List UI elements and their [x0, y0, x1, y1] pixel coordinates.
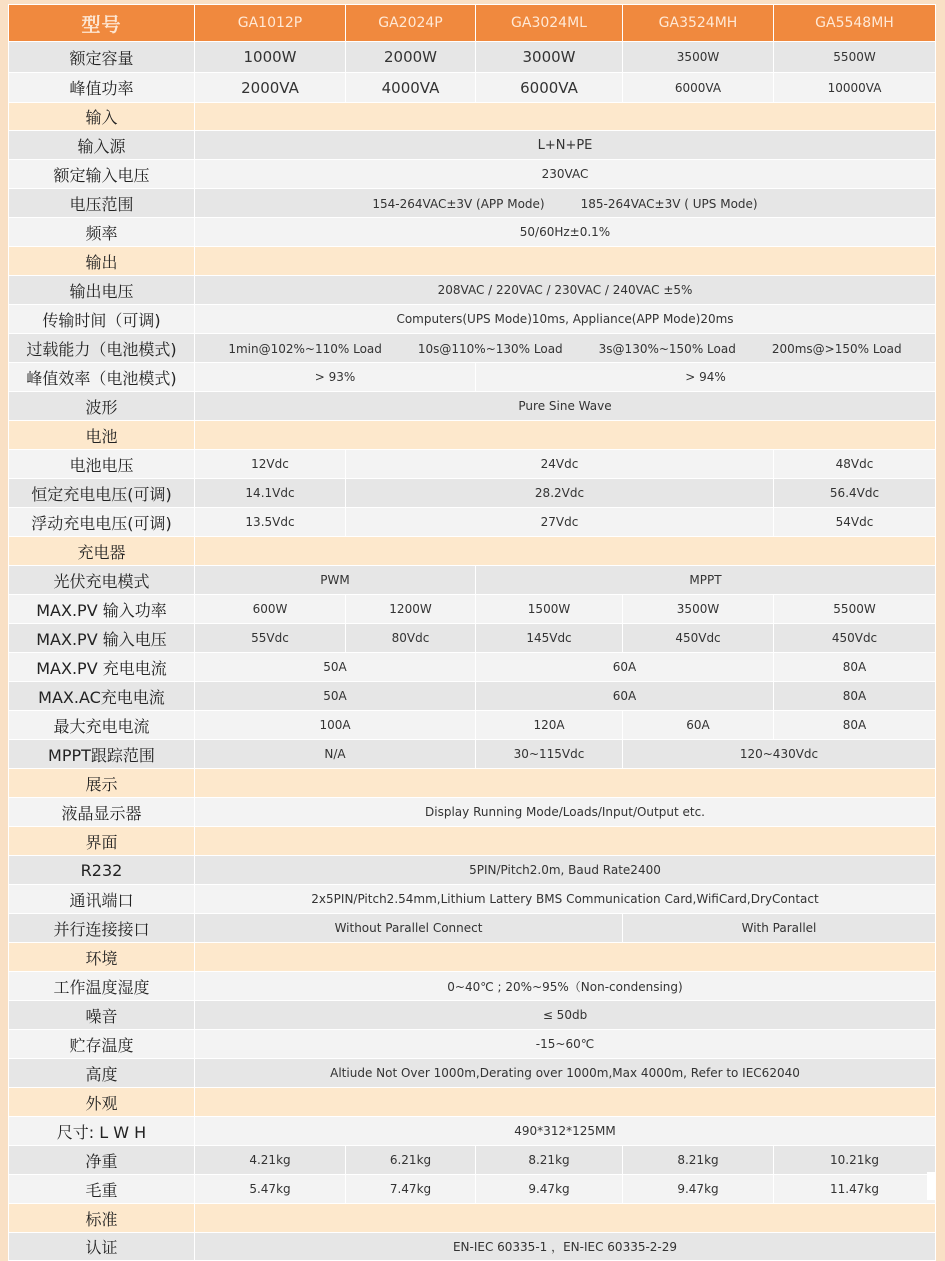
spec-label: 并行连接接口 [9, 914, 195, 943]
spec-value: N/A [195, 740, 476, 769]
spec-value: 4000VA [346, 73, 476, 103]
section-label: 环境 [9, 943, 195, 972]
spec-row [9, 1146, 936, 1175]
spec-table [8, 4, 936, 1261]
section-row [9, 827, 936, 856]
spec-value: 6000VA [623, 73, 774, 103]
spec-value: 5PIN/Pitch2.0m, Baud Rate2400 [195, 856, 936, 885]
spec-label: 浮动充电电压(可调) [9, 508, 195, 537]
spec-row [9, 798, 936, 827]
spec-row [9, 334, 936, 363]
spec-label: 传输时间（可调) [9, 305, 195, 334]
spec-value: -15~60℃ [195, 1030, 936, 1059]
spec-value: 3000W [476, 42, 623, 73]
section-fill [195, 769, 936, 798]
spec-value: 60A [623, 711, 774, 740]
spec-value: 80Vdc [346, 624, 476, 653]
spec-label: 峰值功率 [9, 73, 195, 103]
spec-value: 10.21kg [774, 1146, 936, 1175]
spec-value: 50A [195, 653, 476, 682]
spec-value: 24Vdc [346, 450, 774, 479]
spec-label: 液晶显示器 [9, 798, 195, 827]
spec-label: 毛重 [9, 1175, 195, 1204]
spec-row [9, 740, 936, 769]
spec-label: 输出电压 [9, 276, 195, 305]
spec-row [9, 160, 936, 189]
section-fill [195, 247, 936, 276]
spec-row [9, 856, 936, 885]
section-fill [195, 421, 936, 450]
model-name: GA5548MH [774, 5, 936, 42]
spec-value: 5500W [774, 42, 936, 73]
spec-row [9, 682, 936, 711]
spec-row [9, 1001, 936, 1030]
section-row [9, 943, 936, 972]
spec-row [9, 1059, 936, 1088]
right-edge-strip [927, 1172, 935, 1200]
spec-value: > 94% [476, 363, 936, 392]
model-name: GA1012P [195, 5, 346, 42]
spec-value: 490*312*125MM [195, 1117, 936, 1146]
section-row [9, 421, 936, 450]
spec-value: 208VAC / 220VAC / 230VAC / 240VAC ±5% [195, 276, 936, 305]
spec-label: 额定输入电压 [9, 160, 195, 189]
spec-row [9, 914, 936, 943]
spec-value: 80A [774, 711, 936, 740]
spec-label: 最大充电电流 [9, 711, 195, 740]
spec-row [9, 508, 936, 537]
spec-label: 噪音 [9, 1001, 195, 1030]
spec-value: Computers(UPS Mode)10ms, Appliance(APP Mode)20ms [195, 305, 936, 334]
spec-label: 波形 [9, 392, 195, 421]
section-fill [195, 537, 936, 566]
spec-label: 高度 [9, 1059, 195, 1088]
spec-row [9, 711, 936, 740]
spec-row [9, 624, 936, 653]
spec-row [9, 218, 936, 247]
spec-label: 电池电压 [9, 450, 195, 479]
spec-value: 56.4Vdc [774, 479, 936, 508]
spec-label: 光伏充电模式 [9, 566, 195, 595]
spec-value: 80A [774, 682, 936, 711]
spec-value: 30~115Vdc [476, 740, 623, 769]
section-label: 界面 [9, 827, 195, 856]
section-label: 输出 [9, 247, 195, 276]
model-name: GA3024ML [476, 5, 623, 42]
spec-value: 1min@102%~110% Load 10s@110%~130% Load 3s@130%~150% Load 200ms@>150% Load [195, 334, 936, 363]
spec-value: 120A [476, 711, 623, 740]
spec-value: With Parallel [623, 914, 936, 943]
spec-value: 230VAC [195, 160, 936, 189]
spec-value: 55Vdc [195, 624, 346, 653]
section-label: 标准 [9, 1204, 195, 1233]
spec-value: 48Vdc [774, 450, 936, 479]
spec-value: MPPT [476, 566, 936, 595]
spec-value: 10000VA [774, 73, 936, 103]
spec-value: 145Vdc [476, 624, 623, 653]
spec-label: 工作温度湿度 [9, 972, 195, 1001]
spec-label: 额定容量 [9, 42, 195, 73]
spec-value: 3500W [623, 42, 774, 73]
spec-value: 154-264VAC±3V (APP Mode) 185-264VAC±3V ( UPS Mode) [195, 189, 936, 218]
spec-row [9, 1233, 936, 1261]
spec-value: Pure Sine Wave [195, 392, 936, 421]
spec-table-body [9, 5, 936, 1261]
spec-value: 1000W [195, 42, 346, 73]
spec-row [9, 189, 936, 218]
section-row [9, 1088, 936, 1117]
spec-label: MAX.AC充电电流 [9, 682, 195, 711]
spec-row [9, 885, 936, 914]
spec-row [9, 392, 936, 421]
section-label: 输入 [9, 103, 195, 131]
spec-row [9, 131, 936, 160]
spec-label: 输入源 [9, 131, 195, 160]
spec-label: MAX.PV 充电电流 [9, 653, 195, 682]
spec-label: R232 [9, 856, 195, 885]
spec-value: EN-IEC 60335-1 ，EN-IEC 60335-2-29 [195, 1233, 936, 1261]
spec-value: 120~430Vdc [623, 740, 936, 769]
spec-label: 通讯端口 [9, 885, 195, 914]
spec-value: 60A [476, 653, 774, 682]
section-fill [195, 943, 936, 972]
spec-value: ≤ 50db [195, 1001, 936, 1030]
spec-label: MPPT跟踪范围 [9, 740, 195, 769]
spec-row [9, 972, 936, 1001]
section-label: 充电器 [9, 537, 195, 566]
spec-value: Without Parallel Connect [195, 914, 623, 943]
spec-value: 13.5Vdc [195, 508, 346, 537]
section-fill [195, 1204, 936, 1233]
section-row [9, 1204, 936, 1233]
spec-value: 3500W [623, 595, 774, 624]
spec-row [9, 73, 936, 103]
spec-label: 恒定充电电压(可调) [9, 479, 195, 508]
spec-row [9, 653, 936, 682]
spec-row [9, 595, 936, 624]
spec-value: 5.47kg [195, 1175, 346, 1204]
section-fill [195, 1088, 936, 1117]
spec-value: Display Running Mode/Loads/Input/Output etc. [195, 798, 936, 827]
model-header-row [9, 5, 936, 42]
spec-label: 过载能力（电池模式) [9, 334, 195, 363]
spec-value: 4.21kg [195, 1146, 346, 1175]
spec-value: 450Vdc [774, 624, 936, 653]
spec-value: 5500W [774, 595, 936, 624]
spec-value: 54Vdc [774, 508, 936, 537]
spec-value: 9.47kg [476, 1175, 623, 1204]
spec-row [9, 363, 936, 392]
spec-value: 12Vdc [195, 450, 346, 479]
spec-value: 11.47kg [774, 1175, 936, 1204]
spec-value: 450Vdc [623, 624, 774, 653]
spec-label: 贮存温度 [9, 1030, 195, 1059]
section-row [9, 537, 936, 566]
spec-row [9, 450, 936, 479]
spec-value: 50A [195, 682, 476, 711]
spec-value: 80A [774, 653, 936, 682]
spec-label: MAX.PV 输入电压 [9, 624, 195, 653]
spec-label: 电压范围 [9, 189, 195, 218]
model-name: GA2024P [346, 5, 476, 42]
spec-label: 频率 [9, 218, 195, 247]
spec-label: 峰值效率（电池模式) [9, 363, 195, 392]
spec-value: 7.47kg [346, 1175, 476, 1204]
section-row [9, 247, 936, 276]
spec-value: 60A [476, 682, 774, 711]
section-label: 外观 [9, 1088, 195, 1117]
section-label: 展示 [9, 769, 195, 798]
section-row [9, 769, 936, 798]
spec-value: 50/60Hz±0.1% [195, 218, 936, 247]
spec-value: Altiude Not Over 1000m,Derating over 1000m,Max 4000m, Refer to IEC62040 [195, 1059, 936, 1088]
spec-row [9, 479, 936, 508]
spec-value: 2x5PIN/Pitch2.54mm,Lithium Lattery BMS Communication Card,WifiCard,DryContact [195, 885, 936, 914]
spec-value: 1200W [346, 595, 476, 624]
spec-row [9, 566, 936, 595]
spec-label: 净重 [9, 1146, 195, 1175]
section-fill [195, 827, 936, 856]
spec-value: 6.21kg [346, 1146, 476, 1175]
spec-value: 8.21kg [476, 1146, 623, 1175]
spec-value: 8.21kg [623, 1146, 774, 1175]
section-row [9, 103, 936, 131]
spec-value: 28.2Vdc [346, 479, 774, 508]
spec-label: 认证 [9, 1233, 195, 1261]
spec-row [9, 276, 936, 305]
spec-value: 6000VA [476, 73, 623, 103]
spec-row [9, 42, 936, 73]
spec-value: 14.1Vdc [195, 479, 346, 508]
spec-label: 尺寸: L W H [9, 1117, 195, 1146]
section-fill [195, 103, 936, 131]
spec-value: 9.47kg [623, 1175, 774, 1204]
spec-row [9, 305, 936, 334]
model-header-label: 型号 [9, 5, 195, 42]
section-label: 电池 [9, 421, 195, 450]
spec-row [9, 1117, 936, 1146]
spec-value: 2000W [346, 42, 476, 73]
spec-value: 2000VA [195, 73, 346, 103]
spec-value: 27Vdc [346, 508, 774, 537]
spec-label: MAX.PV 输入功率 [9, 595, 195, 624]
spec-value: L+N+PE [195, 131, 936, 160]
spec-value: PWM [195, 566, 476, 595]
spec-row [9, 1175, 936, 1204]
spec-value: 0~40℃ ; 20%~95%（Non-condensing) [195, 972, 936, 1001]
spec-value: > 93% [195, 363, 476, 392]
model-name: GA3524MH [623, 5, 774, 42]
spec-value: 100A [195, 711, 476, 740]
spec-row [9, 1030, 936, 1059]
spec-value: 1500W [476, 595, 623, 624]
spec-value: 600W [195, 595, 346, 624]
